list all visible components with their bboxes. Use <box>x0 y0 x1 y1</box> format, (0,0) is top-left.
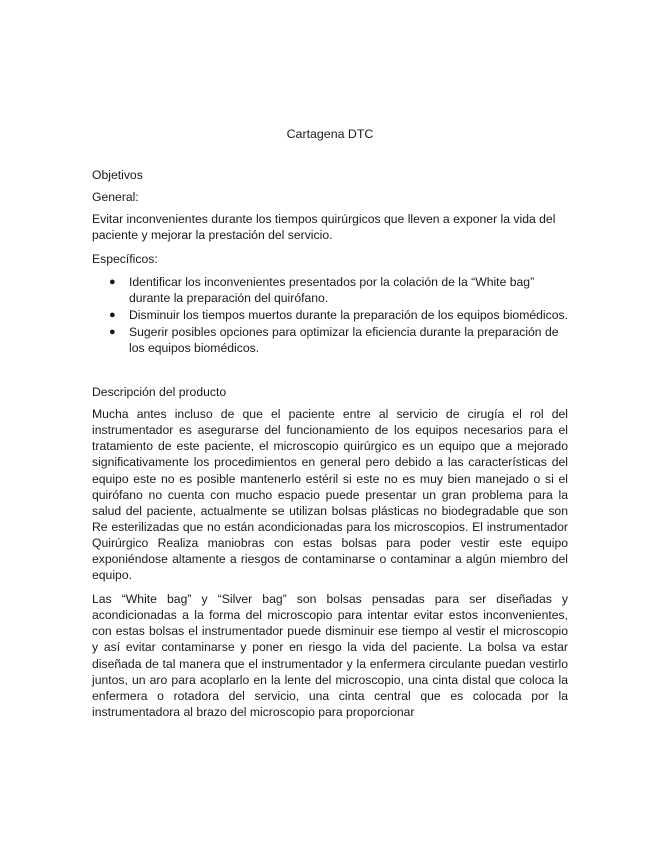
list-item-text: Disminuir los tiempos muertos durante la preparación de los equipos biomédicos. <box>129 307 568 322</box>
list-item-text: Identificar los inconvenientes presentados por la colación de la “White bag” durante la preparación del quirófano. <box>129 274 535 305</box>
list-item <box>109 307 568 323</box>
general-objective-text: Evitar inconvenientes durante los tiempos quirúrgicos que lleven a exponer la vida del paciente y mejorar la prestación del servicio. <box>92 212 556 243</box>
product-description-heading: Descripción del producto <box>92 385 227 400</box>
bullet-icon: ● <box>109 325 116 338</box>
bullet-icon: ● <box>109 275 116 288</box>
list-item <box>109 274 568 306</box>
product-paragraph-1: Mucha antes incluso de que el paciente entre al servicio de cirugía el rol del instrumentador es asegurarse del funcionamiento de los equipos necesarios para el tratamiento de este paciente, el microscopio quirúrgico es un equipo que a mejorado significativamente los procedimientos en general pero debido a las características del equipo este no es posible mantenerlo estéril si este no es muy bien manejado o si el quirófano no cuenta con mucho espacio puede presentar un gran problema para la salud del paciente, actualmente se utilizan bolsas plásticas no biodegradable que son Re esterilizadas que no están acondicionadas para los microscopios. El instrumentador Quirúrgico Realiza maniobras con estas bolsas para poder vestir este equipo exponiéndose altamente a riesgos de contaminarse o contaminar a algún miembro del equipo. <box>92 407 568 583</box>
product-paragraph-2: Las “White bag” y “Silver bag” son bolsas pensadas para ser diseñadas y acondicionadas a la forma del microscopio para intentar evitar estos inconvenientes, con estas bolsas el instrumentador puede disminuir ese tiempo al vestir el microscopio y así evitar contaminarse y poner en riesgo la vida del paciente. La bolsa va estar diseñada de tal manera que el instrumentador y la enfermera circulante puedan vestirlo juntos, un aro para acoplarlo en la lente del microscopio, una cinta distal que coloca la enfermera o rotadora del servicio, una cinta central que es colocada por la instrumentadora al brazo del microscopio para proporcionar <box>92 592 568 719</box>
specific-objectives-list <box>92 274 568 356</box>
objectives-heading: Objetivos <box>92 168 143 183</box>
section-spacer <box>92 357 568 384</box>
list-item-text: Sugerir posibles opciones para optimizar la eficiencia durante la preparación de los equipos biomédicos. <box>129 324 559 355</box>
bullet-icon: ● <box>109 308 116 321</box>
document-title: Cartagena DTC <box>286 127 374 141</box>
specific-label: Específicos: <box>92 252 158 267</box>
list-item <box>109 324 568 356</box>
document-body <box>92 126 568 728</box>
general-label: General: <box>92 190 139 205</box>
